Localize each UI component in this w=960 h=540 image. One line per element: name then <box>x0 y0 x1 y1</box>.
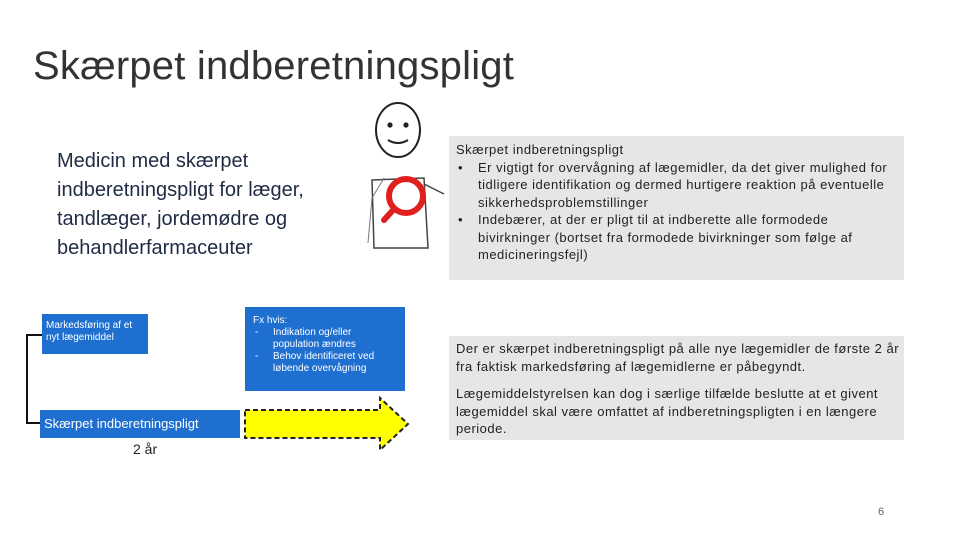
page-number: 6 <box>878 506 885 518</box>
extension-item: - Indikation og/eller population ændres <box>253 327 397 351</box>
arm-right <box>424 184 444 194</box>
info-box-heading: Skærpet indberetningspligt <box>456 142 624 157</box>
info-bullet: • Indebærer, at der er pligt til at indberette alle formodede bivirkninger (bortset fra formodede bivirkninger som følge af medicineringsfejl) <box>456 211 896 264</box>
extension-item: - Behov identificeret ved løbende overvågning <box>253 351 397 375</box>
duration-paragraph: Der er skærpet indberetningspligt på alle nye lægemidler de første 2 år fra faktisk markedsføring af lægemidlerne er påbegyndt. <box>456 341 900 374</box>
extension-heading: Fx hvis: <box>253 315 288 326</box>
person-with-magnifier-illustration <box>362 98 458 258</box>
marketing-start-box: Markedsføring af et nyt lægemiddel <box>42 314 148 354</box>
left-eye <box>387 122 392 127</box>
info-bullet: • Er vigtigt for overvågning af lægemidler, da det giver mulighed for tidligere identifikation og dermed hurtigere reaktion på eventuelle sikkerhedsproblemstillinger <box>456 159 896 212</box>
right-eye <box>403 122 408 127</box>
main-statement: Medicin med skærpet indberetningspligt for læger, tandlæger, jordemødre og behandlerfarmaceuter <box>57 150 304 259</box>
extension-arrow <box>244 396 410 452</box>
dashed-arrow-shape <box>245 398 408 450</box>
info-box-duty-content <box>456 141 896 264</box>
duration-label: 2 år <box>133 441 158 457</box>
slide-title: Skærpet indberetningspligt <box>33 44 515 88</box>
head-shape <box>376 103 420 157</box>
extension-paragraph: Lægemiddelstyrelsen kan dog i særlige tilfælde beslutte at et givent lægemiddel skal være omfattet af indberetningspligten i en længere periode. <box>456 386 879 436</box>
extension-conditions-box <box>245 307 405 391</box>
duty-period-box: Skærpet indberetningspligt <box>40 410 240 438</box>
